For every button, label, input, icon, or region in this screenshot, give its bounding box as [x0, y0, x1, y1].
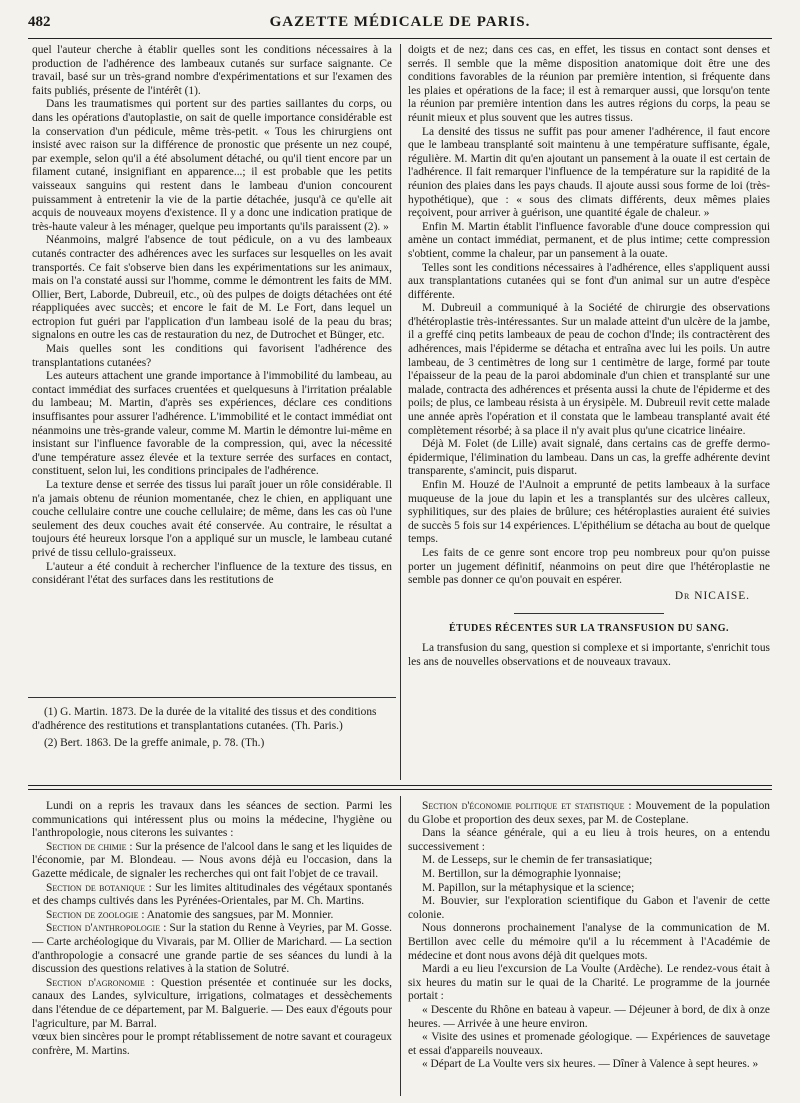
- program-item: « Visite des usines et promenade géologique. — Expériences de sauvetage et essai d'appareils nouveaux.: [408, 1031, 770, 1057]
- bottom-left-column: [32, 800, 392, 1096]
- paragraph: Néanmoins, malgré l'absence de tout pédicule, on a vu des lambeaux cutanés contracter des adhérences avec les surfaces sur lesquelles on les avait transportés. Ce fait s'observe bien dans les expérimentations sur les animaux, mais on l'a constaté aussi sur l'homme, comme le démontrent les faits de MM. Ollier, Bert, Laborde, Dubreuil, etc., où des pulpes de doigts détachées ont été réappliquées avec succès; et encore le fait de M. Le Fort, dans lequel un ectropion fut guéri par l'application d'un lambeau isolé de la peau du bras; signalons en outre les cas de restauration du nez, de Dutrochet et Bünger, etc.: [32, 234, 392, 342]
- paragraph: Déjà M. Folet (de Lille) avait signalé, dans certains cas de greffe dermo-épidermique, l'élimination du lambeau. Dans un cas, la greffe adhérente devint transparente, s'amincit, puis disparut.: [408, 438, 770, 478]
- header-rule: [28, 38, 772, 39]
- page-header: [28, 14, 772, 38]
- section-item: Section de botanique : Sur les limites altitudinales des végétaux spontanés et des champs cultivés dans les Pyrénées-Orientales, par M. Ch. Martins.: [32, 881, 392, 908]
- paragraph: M. Dubreuil a communiqué à la Société de chirurgie des observations d'hétéroplastie très-intéressantes. Sur un malade atteint d'un ulcère de la jambe, il a greffé cinq petits lambeaux de peau de cochon d'Inde; ils contractèrent des adhérences, mais l'épiderme se détacha et entraîna avec lui les poils. Un autre lambeau, de 3 centimètres de long sur 1 centimètre de large, formé par toute l'épaisseur de la peau de la paroi abdominale d'un chien et transplanté sur une malade, contracta des adhérences et présenta aussi la chute de l'épiderme et des poils; de plus, ce lambeau résista à un érysipèle. M. Dubreuil revit cette malade une année après l'opération et il constata que le lambeau transplanté avait été complètement résorbé; à sa place il n'y avait plus qu'une cicatrice linéaire.: [408, 302, 770, 437]
- paragraph: Enfin M. Houzé de l'Aulnoit a emprunté de petits lambeaux à la surface muqueuse de la joue du lapin et les a transplantés sur des ulcères calleux, syphilitiques, sur des plaies de brûlure; ces hétéroplasties auraient été suivies de succès 5 fois sur 14 expériences. L'épithélium se détacha au bout de quelque temps.: [408, 479, 770, 546]
- footnote: (2) Bert. 1863. De la greffe animale, p. 78. (Th.): [44, 737, 265, 750]
- paragraph: Dans la séance générale, qui a eu lieu à trois heures, on a entendu successivement :: [408, 827, 770, 853]
- paragraph: Telles sont les conditions nécessaires à l'adhérence, elles s'appliquent aussi aux transplantations cutanées qui se font d'un animal sur un autre d'espèce différente.: [408, 261, 770, 301]
- top-left-column: [32, 44, 392, 694]
- footnotes: [32, 706, 392, 755]
- paragraph: La densité des tissus ne suffit pas pour amener l'adhérence, il faut encore que le lambeau transplanté soit maintenu à une température suffisante, égale, régulière. M. Martin dit qu'en ajoutant un pansement à la ouate il est certain de l'adhérence. Il fait remarquer l'influence de la température sur la rapidité de la réunion des plaies dans les pays chauds. Il ajoute aussi sous forme de loi (très-hypothétique), que : « sous des climats différents, deux mêmes plaies reçoivent, pour arriver à guérison, une quantité égale de chaleur. »: [408, 125, 770, 220]
- paragraph: Enfin M. Martin établit l'influence favorable d'une douce compression qui amène un contact immédiat, permanent, et de plus intime; cette compression s'obtient, comme la chaleur, par un pansement à la ouate.: [408, 220, 770, 260]
- column-divider-bottom: [400, 796, 401, 1096]
- paragraph: quel l'auteur cherche à établir quelles sont les conditions nécessaires à la production de l'adhérence des lambeaux cutanés sur surface saignante. Ce travail, basé sur un très-grand nombre d'expérimentations et sur l'examen des faits publiés, présente de l'intérêt (1).: [32, 44, 392, 97]
- section-item: Section de zoologie : Anatomie des sangsues, par M. Monnier.: [46, 908, 334, 921]
- section-name: Section de zoologie: [46, 908, 139, 921]
- program-item: « Descente du Rhône en bateau à vapeur. — Déjeuner à bord, de dix à onze heures. — Arrivée à une heure environ.: [408, 1003, 770, 1030]
- paragraph: L'auteur a été conduit à rechercher l'influence de la texture des tissus, en considérant l'état des surfaces dans les restitutions de: [32, 560, 392, 587]
- paragraph: Nous donnerons prochainement l'analyse de la communication de M. Bertillon avec celle du mémoire qu'il a lu récemment à l'Académie de médecine et dont nous avons déjà dit quelques mots.: [408, 922, 770, 962]
- section-name: Section d'économie politique et statistique: [422, 800, 625, 812]
- footnote-rule: [28, 697, 396, 698]
- column-divider: [400, 44, 401, 780]
- section-name: Section d'anthropologie: [46, 922, 161, 935]
- paragraph: vœux bien sincères pour le prompt rétablissement de notre savant et courageux confrère, M. Martins.: [32, 1031, 392, 1057]
- paragraph: Mais quelles sont les conditions qui favorisent l'adhérence des transplantations cutanées?: [32, 343, 392, 369]
- article-title: ÉTUDES RÉCENTES SUR LA TRANSFUSION DU SANG.: [449, 623, 729, 635]
- section-item: Section d'économie politique et statistique : Mouvement de la population du Globe et proportion des deux sexes, par M. de Costeplane.: [408, 800, 770, 826]
- speaker-item: M. Bertillon, sur la démographie lyonnaise;: [422, 867, 621, 880]
- paragraph: La texture dense et serrée des tissus lui paraît jouer un rôle considérable. Il n'a jamais obtenu de réunion momentanée, chez le chien, en appliquant une couche cellulaire contre une couche cellulaire; de même, dans les cas où l'une seulement des deux couches avait été conservée. Au contraire, le résultat a toujours été heureux lorsque l'on a appliqué sur un muscle, le lambeau cutané privé de tissu cellulo-graisseux.: [32, 479, 392, 559]
- footnote: (1) G. Martin. 1873. De la durée de la vitalité des tissus et des conditions d'adhérence des restitutions et transplantations cutanées. (Th. Paris.): [32, 706, 377, 732]
- section-item: Section d'anthropologie : Sur la station du Renne à Veyries, par M. Gosse. — Carte archéologique du Vivarais, par M. Ollier de Marichard. — La section d'anthropologie a consacré une grande partie de ses séances du lundi à la discussion des questions relatives à la station de Solutré.: [32, 922, 392, 976]
- section-name: Section de botanique: [46, 881, 146, 894]
- page-divider-thin: [28, 789, 772, 790]
- paragraph: Mardi a eu lieu l'excursion de La Voulte (Ardèche). Le rendez-vous était à six heures du matin sur le quai de la Charité. Le programme de la journée portait :: [408, 963, 770, 1003]
- section-name: Section de chimie: [46, 840, 127, 853]
- author-signature: Dr NICAISE.: [674, 589, 750, 602]
- program-item: « Départ de La Voulte vers six heures. — Dîner à Valence à sept heures. »: [422, 1058, 759, 1071]
- speaker-item: M. Papillon, sur la métaphysique et la science;: [422, 881, 635, 894]
- running-title: GAZETTE MÉDICALE DE PARIS.: [269, 14, 531, 30]
- section-item: Section d'agronomie : Question présentée et continuée sur les docks, canaux des Landes, sylviculture, irrigations, colmatages et dessèchements dans l'étendue de ce département, par M. Balguerie. — Des eaux d'égouts pour l'agriculture, par M. Barral.: [32, 976, 392, 1030]
- speaker-item: M. Bouvier, sur l'exploration scientifique du Gabon et l'avenir de cette colonie.: [408, 895, 770, 921]
- top-right-column: [408, 44, 770, 782]
- paragraph: doigts et de nez; dans ces cas, en effet, les tissus en contact sont denses et serrés. Il semble que la même disposition anatomique doit être une des conditions favorables de la réunion par première intention, si fréquente dans les plaies et opérations de la face; il est à remarquer aussi, que lorsqu'on tente la réunion par première intention dans les autres régions du corps, la peau se réunit mieux et plus souvent que les autres tissus.: [408, 44, 770, 124]
- bottom-right-column: [408, 800, 770, 1096]
- paragraph: Les faits de ce genre sont encore trop peu nombreux pour qu'on puisse porter un jugement définitif, néanmoins on peut dire que l'hétéroplastie ne semble pas donner ce qu'on pouvait en espérer.: [408, 546, 770, 587]
- page-number: 482: [28, 14, 51, 30]
- speaker-item: M. de Lesseps, sur le chemin de fer transasiatique;: [422, 854, 653, 867]
- paragraph: Lundi on a repris les travaux dans les séances de section. Parmi les communications qui intéressent plus ou moins la médecine, l'hygiène ou l'anthropologie, nous citerons les suivantes :: [32, 800, 392, 840]
- section-item: Section de chimie : Sur la présence de l'alcool dans le sang et les liquides de l'économie, par M. Blondeau. — Nous avons déjà eu l'occasion, dans la Gazette médicale, de signaler les recherches qui ont fait l'objet de ce travail.: [32, 840, 392, 880]
- paragraph: Dans les traumatismes qui portent sur des parties saillantes du corps, ou dans les opérations d'autoplastie, on sait de quelle importance considérable est la conservation d'un pédicule, même très-petit. « Tous les chirurgiens ont insisté avec raison sur la différence de pronostic que présente un nez coupé, par exemple, selon qu'il a été absolument détaché, ou qu'il tient encore par un filament cutané, insignifiant en apparence...; il est probable que les petits vaisseaux sanguins qui restent dans le lambeau d'union concourent puissamment à entretenir la vie de la partie détachée, jusqu'à ce qu'elle ait acquis de nouveaux moyens d'existence. Il y a donc une indication pratique de très-haute valeur à les ménager, quelque peu importants qu'ils paraissent (2). »: [32, 98, 392, 233]
- section-rule: [514, 613, 664, 614]
- paragraph: Les auteurs attachent une grande importance à l'immobilité du lambeau, au contact immédiat des surfaces cruentées et quelquesuns à l'irritation préalable du lambeau; M. Martin, d'après ses expériences, déclare ces conditions insuffisantes pour assurer l'adhérence. L'immobilité et le contact immédiat ont néanmoins une très-grande valeur, comme M. Martin le démontre lui-même en insistant sur l'influence favorable de la compression, qui, avec la nécessité d'une température assez élevée et la texture serrée des surfaces en contact, constituent, selon lui, les conditions principales de l'adhérence.: [32, 370, 392, 478]
- section-name: Section d'agronomie: [46, 976, 145, 989]
- page-divider: [28, 785, 772, 786]
- paragraph: La transfusion du sang, question si complexe et si importante, s'enrichit tous les ans de nouvelles observations et de nouveaux travaux.: [408, 641, 770, 668]
